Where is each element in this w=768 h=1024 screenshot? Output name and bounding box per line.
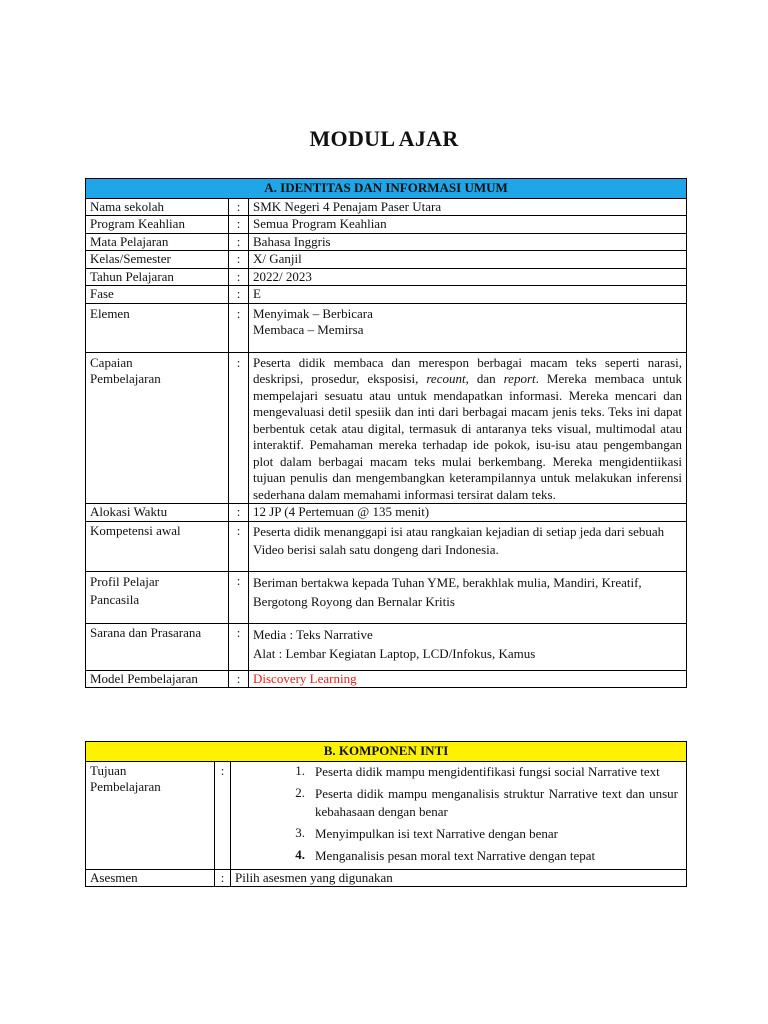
value-kelas-semester: X/ Ganjil xyxy=(249,251,687,269)
value-nama-sekolah: SMK Negeri 4 Penajam Paser Utara xyxy=(249,198,687,216)
value-alokasi-waktu: 12 JP (4 Pertemuan @ 135 menit) xyxy=(249,504,687,522)
label-profil-pelajar xyxy=(86,571,229,623)
row-nama-sekolah xyxy=(86,198,687,216)
list-item xyxy=(235,763,678,781)
separator: : xyxy=(229,352,249,504)
value-tujuan-pembelajaran xyxy=(231,761,687,869)
label-tujuan-pembelajaran xyxy=(86,761,215,869)
label-fase: Fase xyxy=(86,286,229,304)
identity-table xyxy=(85,178,687,688)
row-elemen xyxy=(86,303,687,352)
label-kelas-semester: Kelas/Semester xyxy=(86,251,229,269)
list-item-text: Peserta didik mampu menganalisis struktur Narrative text dan unsur kebahasaan dengan benar xyxy=(315,785,679,819)
capaian-text-b: , dan xyxy=(465,371,504,386)
section-b-header-row xyxy=(86,742,687,762)
row-tujuan-pembelajaran xyxy=(86,761,687,869)
label-program-keahlian: Program Keahlian xyxy=(86,216,229,234)
separator: : xyxy=(215,869,231,887)
value-program-keahlian: Semua Program Keahlian xyxy=(249,216,687,234)
value-tahun-pelajaran: 2022/ 2023 xyxy=(249,268,687,286)
separator: : xyxy=(229,198,249,216)
row-profil-pelajar xyxy=(86,571,687,623)
profil-label-line-1: Profil Pelajar xyxy=(90,573,159,589)
value-asesmen: Pilih asesmen yang digunakan xyxy=(231,869,687,887)
label-asesmen: Asesmen xyxy=(86,869,215,887)
list-item-number: 2. xyxy=(295,784,305,800)
row-capaian xyxy=(86,352,687,504)
row-program-keahlian xyxy=(86,216,687,234)
row-sarana-prasarana xyxy=(86,623,687,670)
label-alokasi-waktu: Alokasi Waktu xyxy=(86,504,229,522)
row-alokasi-waktu xyxy=(86,504,687,522)
section-a-header-row xyxy=(86,179,687,199)
page-title: MODUL AJAR xyxy=(309,126,459,151)
list-item xyxy=(235,847,678,865)
label-elemen: Elemen xyxy=(86,303,229,352)
elemen-line-2: Membaca – Memirsa xyxy=(253,322,364,337)
list-item xyxy=(235,825,678,843)
separator: : xyxy=(229,623,249,670)
list-item-number: 3. xyxy=(295,824,305,840)
list-item-text: Peserta didik mampu mengidentifikasi fungsi social Narrative text xyxy=(315,763,660,779)
profil-label-line-2: Pancasila xyxy=(90,591,140,607)
separator: : xyxy=(229,504,249,522)
capaian-text-c: . Mereka membaca untuk mempelajari sesuatu atau untuk mendapatkan informasi. Mereka mencari dan mengevaluasi detil spesiik dan inti dari berbagai macam jenis teks. Teks ini dapat berbentuk cetak atau digital, termasuk di antaranya teks visual, multimodal atau interaktif. Pemahaman mereka terhadap ide pokok, isu-isu atau pengembangan plot dalam berbagai macam teks mulai berkembang. Mereka mengidentiikasi tujuan penulis dan mengembangkan keterampilannya untuk melakukan inferensi sederhana dalam memahami informasi tersirat dalam teks. xyxy=(253,371,683,502)
value-model-pembelajaran: Discovery Learning xyxy=(249,670,687,688)
tujuan-label-line-1: Tujuan xyxy=(90,762,127,778)
list-item-number: 1. xyxy=(295,762,305,778)
separator: : xyxy=(229,670,249,688)
value-elemen xyxy=(249,303,687,352)
value-profil-pelajar: Beriman bertakwa kepada Tuhan YME, berakhlak mulia, Mandiri, Kreatif, Bergotong Royong dan Bernalar Kritis xyxy=(249,571,687,623)
label-sarana-prasarana: Sarana dan Prasarana xyxy=(86,623,229,670)
core-component-table xyxy=(85,741,687,887)
row-kompetensi-awal xyxy=(86,521,687,571)
value-fase: E xyxy=(249,286,687,304)
row-mata-pelajaran xyxy=(86,233,687,251)
value-capaian xyxy=(249,352,687,504)
row-fase xyxy=(86,286,687,304)
row-asesmen xyxy=(86,869,687,887)
capaian-label-line-2: Pembelajaran xyxy=(90,371,161,386)
separator: : xyxy=(229,251,249,269)
label-tahun-pelajaran: Tahun Pelajaran xyxy=(86,268,229,286)
list-item xyxy=(235,785,678,821)
capaian-report: report xyxy=(503,371,536,386)
list-item-number: 4. xyxy=(295,846,305,862)
capaian-label-line-1: Capaian xyxy=(90,354,133,370)
label-mata-pelajaran: Mata Pelajaran xyxy=(86,233,229,251)
capaian-recount: recount xyxy=(426,371,466,386)
separator: : xyxy=(229,268,249,286)
label-nama-sekolah: Nama sekolah xyxy=(86,198,229,216)
list-item-text: Menyimpulkan isi text Narrative dengan benar xyxy=(315,825,558,841)
row-kelas-semester xyxy=(86,251,687,269)
label-kompetensi-awal: Kompetensi awal xyxy=(86,521,229,571)
list-item-text: Menganalisis pesan moral text Narrative dengan tepat xyxy=(315,847,596,863)
value-mata-pelajaran: Bahasa Inggris xyxy=(249,233,687,251)
label-capaian xyxy=(86,352,229,504)
sarana-media: Media : Teks Narrative xyxy=(253,626,373,642)
section-a-header: A. IDENTITAS DAN INFORMASI UMUM xyxy=(86,179,687,199)
separator: : xyxy=(229,571,249,623)
value-kompetensi-awal: Peserta didik menanggapi isi atau rangkaian kejadian di setiap jeda dari sebuah Video berisi salah satu dongeng dari Indonesia. xyxy=(249,521,687,571)
row-tahun-pelajaran xyxy=(86,268,687,286)
separator: : xyxy=(229,286,249,304)
separator: : xyxy=(215,761,231,869)
tujuan-label-line-2: Pembelajaran xyxy=(90,779,161,794)
separator: : xyxy=(229,521,249,571)
elemen-line-1: Menyimak – Berbicara xyxy=(253,305,373,321)
separator: : xyxy=(229,303,249,352)
value-sarana-prasarana xyxy=(249,623,687,670)
section-b-header: B. KOMPONEN INTI xyxy=(86,742,687,762)
capaian-text-a: Peserta didik membaca dan merespon berbagai macam teks seperti narasi, deskripsi, prosedur, eksposisi, xyxy=(253,354,683,386)
separator: : xyxy=(229,233,249,251)
sarana-alat: Alat : Lembar Kegiatan Laptop, LCD/Infokus, Kamus xyxy=(253,645,536,661)
separator: : xyxy=(229,216,249,234)
label-model-pembelajaran: Model Pembelajaran xyxy=(86,670,229,688)
tujuan-list xyxy=(235,763,678,865)
row-model-pembelajaran xyxy=(86,670,687,688)
